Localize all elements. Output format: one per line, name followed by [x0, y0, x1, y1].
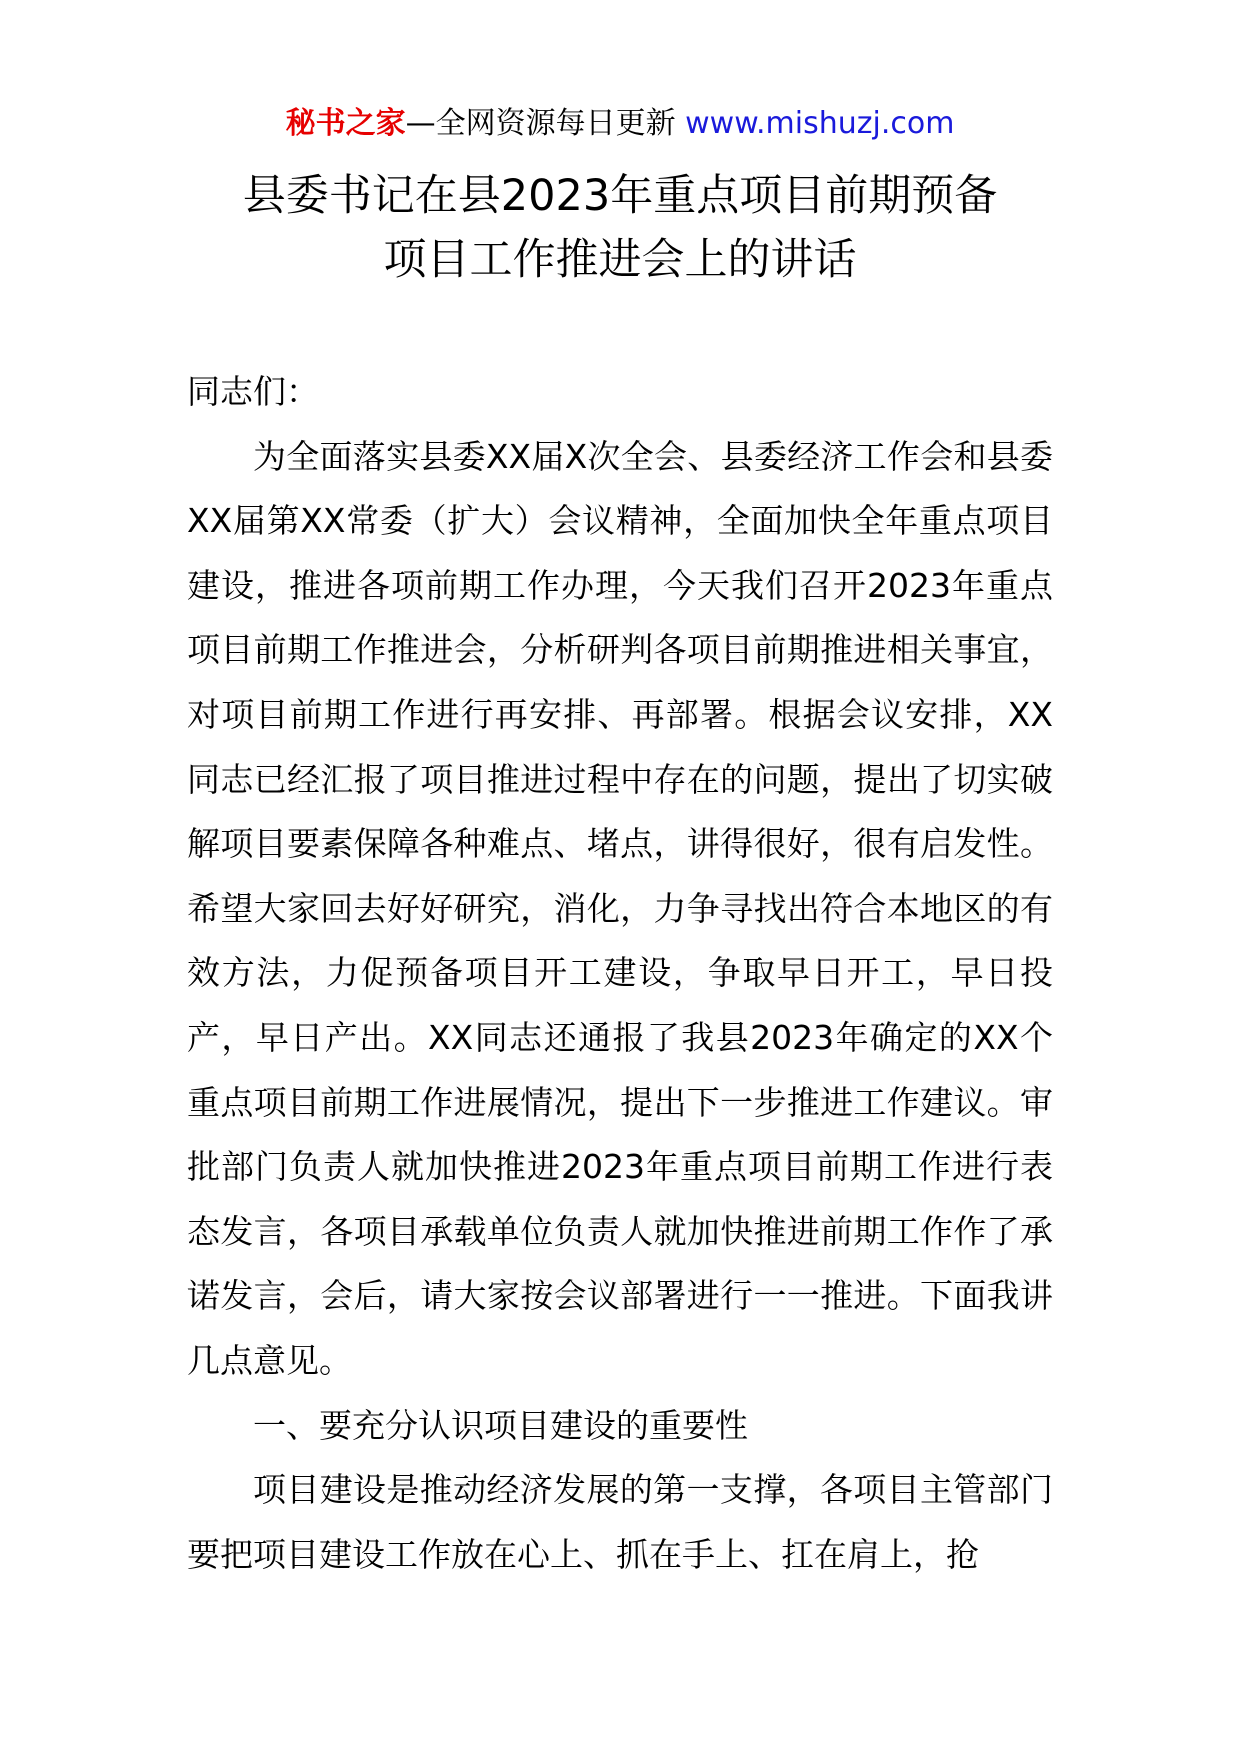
- section-heading-1: 一、要充分认识项目建设的重要性: [253, 1405, 748, 1445]
- site-header: [0, 104, 1240, 144]
- brand-name: 秘书之家: [285, 106, 406, 141]
- header-tagline: —全网资源每日更新: [405, 106, 676, 141]
- paragraph-intro: 为全面落实县委XX届X次全会、县委经济工作会和县委XX届第XX常委（扩大）会议精神，全面加快全年重点项目建设，推进各项前期工作办理，今天我们召开2023年重点项目前期工作推进会，分析研判各项目前期推进相关事宜，对项目前期工作进行再安排、再部署。根据会议安排，XX同志已经汇报了项目推进过程中存在的问题，提出了切实破解项目要素保障各种难点、堵点，讲得很好，很有启发性。希望大家回去好好研究，消化，力争寻找出符合本地区的有效方法，力促预备项目开工建设，争取早日开工，早日投产，早日产出。XX同志还通报了我县2023年确定的XX个重点项目前期工作进展情况，提出下一步推进工作建议。审批部门负责人就加快推进2023年重点项目前期工作进行表态发言，各项目承载单位负责人就加快推进前期工作作了承诺发言，会后，请大家按会议部署进行一一推进。下面我讲几点意见。: [187, 436, 1053, 1380]
- document-title: [0, 164, 1240, 292]
- paragraph-section-1: 项目建设是推动经济发展的第一支撑，各项目主管部门要把项目建设工作放在心上、抓在手上、扛在肩上，抢: [187, 1470, 1053, 1574]
- site-url-link[interactable]: www.mishuzj.com: [685, 106, 955, 141]
- document-body: [187, 360, 1053, 1587]
- title-line-2: 项目工作推进会上的讲话: [383, 235, 857, 285]
- title-line-1: 县委书记在县2023年重点项目前期预备: [242, 171, 998, 221]
- salutation: 同志们：: [187, 372, 319, 411]
